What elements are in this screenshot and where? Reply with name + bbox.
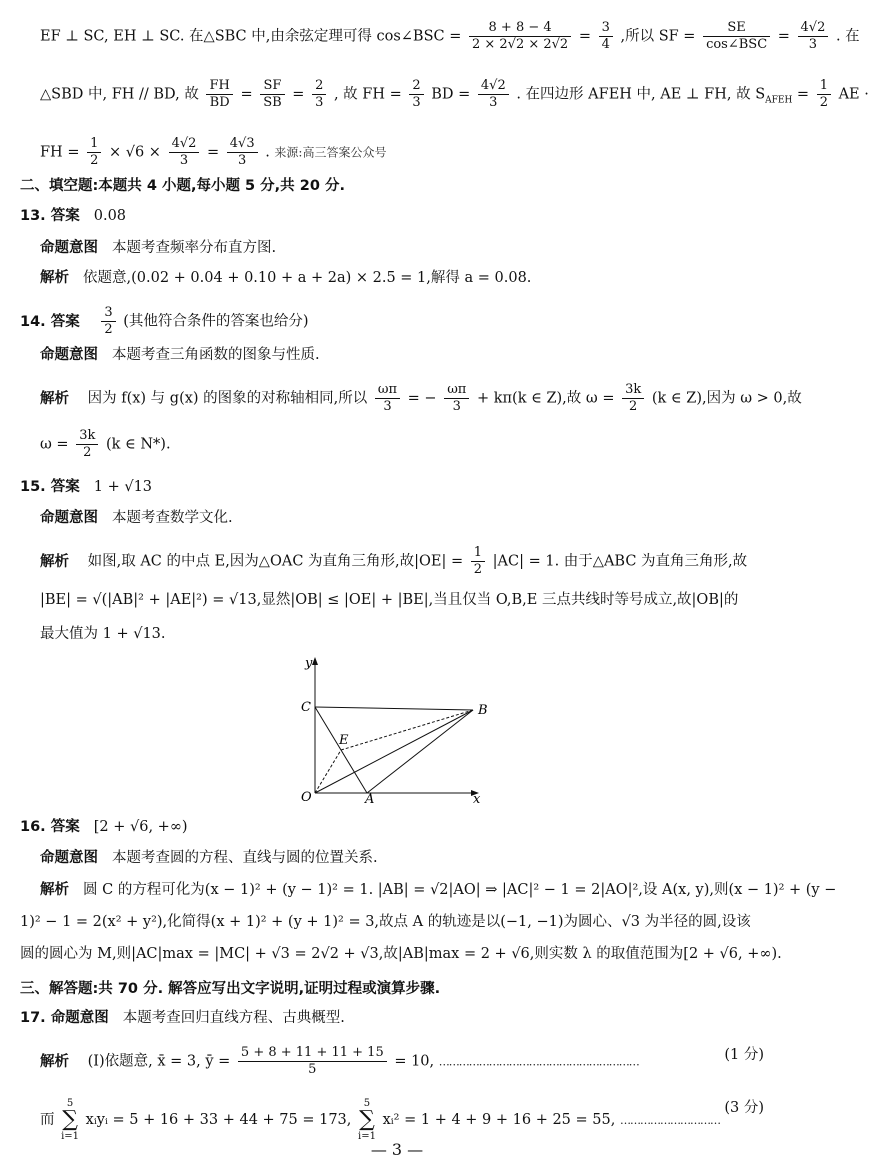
label-x: x	[473, 792, 481, 807]
score-1: (1 分)	[724, 1047, 764, 1063]
text: △SBD 中, FH // BD, 故	[40, 86, 199, 103]
segment-EB-dashed	[341, 710, 473, 750]
q13-analysis: 解析 依题意,(0.02 + 0.04 + 0.10 + a + 2a) × 2.5 = 1,解得 a = 0.08.	[40, 270, 532, 286]
text: EF ⊥ SC, EH ⊥ SC. 在△SBC 中,由余弦定理可得 cos∠BSC =	[40, 28, 462, 45]
q16-analysis-cont: 1)² − 1 = 2(x² + y²),化简得(x + 1)² + (y + 1)² = 3,故点 A 的轨迹是以(−1, −1)为圆心、√3 为半径的圆,设该	[20, 914, 751, 930]
y-axis-arrow	[312, 657, 318, 665]
text: =	[777, 28, 790, 45]
label-y: y	[305, 656, 313, 671]
solution-line-2: △SBD 中, FH // BD, 故 $\frac{FH}{BD}$ = $\frac{SF}{SB}$ = $\frac{2}{3}$ , 故 FH = $\frac{2}{3}$ BD = $\frac{4√2}{3}$ . 在四边形 AFEH 中, AE ⊥ FH, 故 $S_{AFEH}$ = $\frac{1}{2}$ AE ·	[40, 78, 869, 110]
q13-answer: 13. 答案 0.08	[20, 208, 127, 224]
q14-analysis: 解析 因为 f(x) 与 g(x) 的图象的对称轴相同,所以 $\frac{\omega\pi}{3}$ = − $\frac{\omega\pi}{3}$ + kπ(k ∈ Z),故 ω = $\frac{3k}{2}$ (k ∈ Z),因为 ω > 0,故	[40, 382, 802, 414]
fraction: $\frac{3}{2}$	[101, 305, 115, 338]
fraction: $\frac{\omega\pi}{3}$	[375, 382, 400, 415]
fraction: $\frac{3k}{2}$	[76, 428, 98, 461]
q13-intent: 命题意图 本题考查频率分布直方图.	[40, 240, 277, 256]
fraction: $\frac{4√2}{3}$	[798, 20, 829, 53]
q15-analysis-cont2: 最大值为 1 + √13.	[40, 626, 166, 642]
segment-OB	[315, 710, 473, 793]
q16-analysis: 解析 圆 C 的方程可化为(x − 1)² + (y − 1)² = 1. |AB| = √2|AO| ⇒ |AC|² − 1 = 2|AO|²,设 A(x, y),则(x − 1)² + (y −	[40, 882, 837, 898]
q14-intent: 命题意图 本题考查三角函数的图象与性质.	[40, 347, 320, 363]
q15-intent: 命题意图 本题考查数学文化.	[40, 510, 233, 526]
text: ,所以 SF =	[620, 28, 696, 45]
q17-analysis: 解析 (Ⅰ)依题意, x̄ = 3, ȳ = $\frac{5 + 8 + 11 + 11 + 15}{5}$ = 10, …………………………………………………… (1 分)	[40, 1045, 764, 1077]
fraction: $\frac{4√3}{3}$	[227, 136, 258, 169]
geometry-figure	[295, 655, 505, 805]
fraction: SE cos∠BSC	[703, 20, 770, 53]
fraction: $\frac{\omega\pi}{3}$	[444, 382, 469, 415]
fraction: $\frac{FH}{BD}$	[206, 78, 232, 111]
solution-line-3: FH = $\frac{1}{2}$ × √6 × $\frac{4√2}{3}$ = $\frac{4√3}{3}$ . 来源:高三答案公众号	[40, 136, 387, 168]
q17-analysis-cont: 而 5 ∑ i=1 xᵢyᵢ = 5 + 16 + 33 + 44 + 75 = 173, 5 ∑ i=1 xᵢ² = 1 + 4 + 9 + 16 + 25 = 55, ………………………… (3 分)	[40, 1098, 764, 1142]
section-heading-solutions: 三、解答题:共 70 分. 解答应写出文字说明,证明过程或演算步骤.	[20, 981, 441, 997]
segment-AB	[367, 710, 473, 793]
fraction: $\frac{3k}{2}$	[622, 382, 644, 415]
leader-dots: …………………………	[619, 1114, 720, 1127]
label-E: E	[339, 733, 349, 748]
q15-answer: 15. 答案 1 + √13	[20, 479, 153, 495]
fraction: $\frac{8 + 8 - 4}{2 \times 2√2 \times 2√2}$	[469, 20, 571, 53]
fraction: $\frac{2}{3}$	[312, 78, 326, 111]
fraction: $\frac{1}{2}$	[87, 136, 101, 169]
section-heading-fill-blank: 二、填空题:本题共 4 小题,每小题 5 分,共 20 分.	[20, 178, 345, 194]
q17-intent: 17. 命题意图 本题考查回归直线方程、古典概型.	[20, 1010, 345, 1026]
q15-analysis-cont: |BE| = √(|AB|² + |AE|²) = √13,显然|OB| ≤ |OE| + |BE|,当且仅当 O,B,E 三点共线时等号成立,故|OB|的	[40, 592, 739, 608]
text: =	[578, 28, 591, 45]
label-O: O	[301, 790, 312, 805]
page-number: — 3 —	[370, 1140, 424, 1159]
q14-answer: 14. 答案 $\frac{3}{2}$ (其他符合条件的答案也给分)	[20, 305, 309, 337]
q15-analysis: 解析 如图,取 AC 的中点 E,因为△OAC 为直角三角形,故|OE| = $\frac{1}{2}$ |AC| = 1. 由于△ABC 为直角三角形,故	[40, 545, 748, 577]
label-B: B	[478, 703, 488, 718]
summation: 5 ∑ i=1	[358, 1098, 376, 1142]
q14-analysis-cont: ω = $\frac{3k}{2}$ (k ∈ N*).	[40, 428, 171, 460]
q16-analysis-cont2: 圆的圆心为 M,则|AC|max = |MC| + √3 = 2√2 + √3,故|AB|max = 2 + √6,则实数 λ 的取值范围为[2 + √6, +∞).	[20, 946, 782, 962]
score-3: (3 分)	[724, 1100, 764, 1116]
q16-intent: 命题意图 本题考查圆的方程、直线与圆的位置关系.	[40, 850, 378, 866]
segment-CB	[315, 707, 473, 710]
q16-answer: 16. 答案 [2 + √6, +∞)	[20, 819, 188, 835]
fraction: $\frac{1}{2}$	[817, 78, 831, 111]
summation: 5 ∑ i=1	[61, 1098, 80, 1142]
source-note: 来源:高三答案公众号	[274, 145, 387, 160]
fraction: $\frac{5 + 8 + 11 + 11 + 15}{5}$	[238, 1045, 387, 1078]
fraction: $\frac{4√2}{3}$	[169, 136, 200, 169]
fraction: $\frac{3}{4}$	[599, 20, 613, 53]
leader-dots: ……………………………………………………	[438, 1055, 639, 1069]
fraction: $\frac{SF}{SB}$	[260, 78, 284, 111]
fraction: $\frac{2}{3}$	[409, 78, 423, 111]
label-A: A	[365, 792, 375, 807]
solution-line-1	[40, 20, 860, 53]
fraction: $\frac{4√2}{3}$	[478, 78, 509, 111]
label-C: C	[301, 700, 311, 715]
fraction: $\frac{1}{2}$	[471, 545, 485, 578]
text: . 在	[835, 28, 860, 45]
